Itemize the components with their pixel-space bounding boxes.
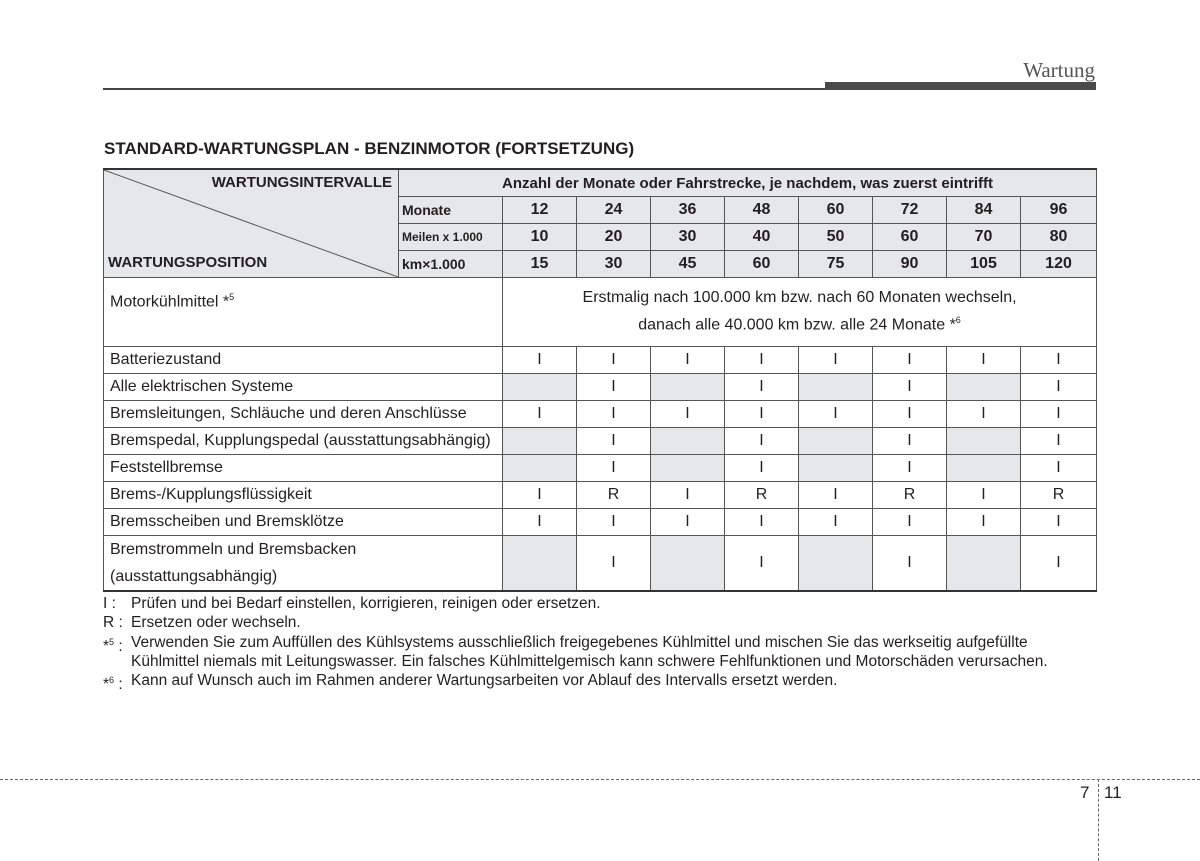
note-key — [103, 671, 131, 694]
schedule-cell: I — [651, 347, 725, 374]
note-item — [103, 613, 1098, 632]
schedule-cell: I — [577, 428, 651, 455]
schedule-cell: I — [799, 509, 873, 536]
schedule-cell — [799, 428, 873, 455]
note-item — [103, 633, 1098, 671]
schedule-cell: I — [577, 509, 651, 536]
interval-value: 72 — [873, 197, 947, 224]
note-separator: : — [107, 595, 121, 612]
schedule-cell: I — [873, 455, 947, 482]
schedule-cell: I — [1021, 509, 1097, 536]
row-label: Brems-/Kupplungsflüssigkeit — [104, 482, 503, 509]
interval-value: 60 — [799, 197, 873, 224]
schedule-cell: I — [1021, 401, 1097, 428]
schedule-cell: I — [873, 536, 947, 592]
interval-value: 24 — [577, 197, 651, 224]
interval-value: 120 — [1021, 251, 1097, 278]
schedule-cell: I — [799, 347, 873, 374]
schedule-cell — [947, 536, 1021, 592]
note-key — [103, 594, 131, 613]
coolant-note-line2-text: danach alle 40.000 km bzw. alle 24 Monate * — [638, 316, 956, 334]
interval-value: 60 — [873, 224, 947, 251]
row-label: Feststellbremse — [104, 455, 503, 482]
note-separator: : — [114, 676, 127, 694]
schedule-cell: I — [577, 536, 651, 592]
table-row — [104, 509, 1097, 536]
interval-value: 20 — [577, 224, 651, 251]
page-number: 11 — [1104, 783, 1122, 802]
schedule-cell: I — [725, 455, 799, 482]
interval-value: 48 — [725, 197, 799, 224]
note-item — [103, 594, 1098, 613]
maintenance-table — [103, 168, 1097, 592]
row-label-line2: (ausstattungsabhängig) — [110, 568, 278, 585]
schedule-cell: I — [725, 428, 799, 455]
section-title: STANDARD-WARTUNGSPLAN - BENZINMOTOR (FORTSETZUNG) — [104, 139, 635, 158]
schedule-cell — [651, 536, 725, 592]
interval-value: 80 — [1021, 224, 1097, 251]
schedule-cell: R — [725, 482, 799, 509]
schedule-cell — [947, 374, 1021, 401]
corner-label-positions: WARTUNGSPOSITION — [108, 254, 268, 271]
schedule-cell: I — [947, 401, 1021, 428]
note-key-symbol: * — [103, 638, 110, 656]
schedule-cell — [503, 374, 577, 401]
schedule-cell: I — [577, 347, 651, 374]
interval-value: 84 — [947, 197, 1021, 224]
schedule-cell — [503, 428, 577, 455]
schedule-cell: I — [503, 401, 577, 428]
schedule-cell: I — [725, 509, 799, 536]
table-row — [104, 401, 1097, 428]
note-text: Ersetzen oder wechseln. — [131, 614, 301, 631]
table-row — [104, 455, 1097, 482]
unit-label: Monate — [399, 197, 503, 224]
schedule-cell: I — [725, 536, 799, 592]
note-text: Kann auf Wunsch auch im Rahmen anderer Wartungsarbeiten vor Ablauf des Intervalls ersetzt werden. — [131, 672, 838, 689]
schedule-cell: I — [651, 509, 725, 536]
row-label: Batteriezustand — [104, 347, 503, 374]
corner-label-intervals: WARTUNGSINTERVALLE — [211, 174, 392, 191]
row-label: Bremsscheiben und Bremsklötze — [104, 509, 503, 536]
schedule-cell — [651, 455, 725, 482]
note-key — [103, 633, 131, 671]
interval-value: 40 — [725, 224, 799, 251]
table-corner-cell — [104, 169, 399, 278]
coolant-note-line2 — [503, 309, 1096, 336]
note-item — [103, 671, 1098, 694]
schedule-cell: I — [873, 428, 947, 455]
note-separator: : — [114, 638, 127, 656]
table-row — [104, 374, 1097, 401]
table-row — [104, 482, 1097, 509]
interval-value: 70 — [947, 224, 1021, 251]
coolant-interval-note — [503, 278, 1097, 347]
interval-value: 10 — [503, 224, 577, 251]
schedule-cell: R — [873, 482, 947, 509]
interval-value: 15 — [503, 251, 577, 278]
schedule-cell: I — [1021, 455, 1097, 482]
table-row — [104, 347, 1097, 374]
row-label: Bremsleitungen, Schläuche und deren Anschlüsse — [104, 401, 503, 428]
footnote-marker: 5 — [109, 637, 115, 647]
unit-label: km×1.000 — [399, 251, 503, 278]
schedule-cell — [651, 374, 725, 401]
interval-value: 90 — [873, 251, 947, 278]
schedule-cell: I — [873, 347, 947, 374]
schedule-cell — [947, 428, 1021, 455]
schedule-cell: I — [725, 347, 799, 374]
interval-value: 12 — [503, 197, 577, 224]
interval-value: 45 — [651, 251, 725, 278]
schedule-cell — [503, 536, 577, 592]
schedule-cell: R — [1021, 482, 1097, 509]
footnote-marker: 6 — [955, 315, 961, 326]
schedule-cell: I — [725, 374, 799, 401]
interval-header: Anzahl der Monate oder Fahrstrecke, je nachdem, was zuerst eintrifft — [399, 169, 1097, 197]
note-key — [103, 613, 131, 632]
note-key-symbol: * — [103, 676, 110, 694]
schedule-cell: I — [799, 401, 873, 428]
schedule-cell: I — [503, 482, 577, 509]
schedule-cell: I — [1021, 428, 1097, 455]
footnote-marker: 5 — [229, 292, 235, 302]
row-label-text: Motorkühlmittel * — [110, 293, 230, 311]
note-key-symbol: R — [103, 614, 115, 631]
schedule-cell: I — [651, 401, 725, 428]
schedule-cell: I — [1021, 347, 1097, 374]
unit-label: Meilen x 1.000 — [399, 224, 503, 251]
schedule-cell: R — [577, 482, 651, 509]
interval-value: 105 — [947, 251, 1021, 278]
schedule-cell: I — [503, 509, 577, 536]
footnote-marker: 6 — [109, 675, 115, 685]
schedule-cell: I — [873, 509, 947, 536]
row-label-line1: Bremstrommeln und Bremsbacken — [110, 541, 357, 558]
schedule-cell — [503, 455, 577, 482]
schedule-cell: I — [725, 401, 799, 428]
header-rule-thick — [825, 82, 1096, 90]
notes-section — [103, 594, 1098, 694]
schedule-cell: I — [503, 347, 577, 374]
schedule-cell: I — [1021, 536, 1097, 592]
row-label: Alle elektrischen Systeme — [104, 374, 503, 401]
note-text: Prüfen und bei Bedarf einstellen, korrigieren, reinigen oder ersetzen. — [131, 595, 601, 612]
footer-dashed-rule — [0, 779, 1200, 780]
interval-value: 60 — [725, 251, 799, 278]
note-text: Verwenden Sie zum Auffüllen des Kühlsystems ausschließlich freigegebenes Kühlmittel und mischen Sie das werkseitig aufgefüllte Kühlmittel niemals mit Leitungswasser. Ein falsches Kühlmittelgemisch kann schwere Fehlfunktionen und Motorschäden verursachen. — [131, 634, 1048, 670]
table-header-row — [104, 169, 1097, 197]
interval-value: 50 — [799, 224, 873, 251]
interval-value: 96 — [1021, 197, 1097, 224]
schedule-cell: I — [577, 455, 651, 482]
interval-value: 30 — [577, 251, 651, 278]
schedule-cell: I — [577, 374, 651, 401]
schedule-cell: I — [873, 401, 947, 428]
schedule-cell: I — [577, 401, 651, 428]
schedule-cell — [799, 536, 873, 592]
interval-value: 30 — [651, 224, 725, 251]
interval-value: 36 — [651, 197, 725, 224]
table-row-coolant — [104, 278, 1097, 347]
schedule-cell: I — [873, 374, 947, 401]
row-label: Bremspedal, Kupplungspedal (ausstattungsabhängig) — [104, 428, 503, 455]
note-separator: : — [114, 614, 128, 631]
row-label — [104, 536, 503, 592]
note-key-symbol: I — [103, 595, 108, 612]
schedule-cell: I — [799, 482, 873, 509]
schedule-cell — [799, 374, 873, 401]
schedule-cell: I — [947, 482, 1021, 509]
chapter-number: 7 — [1080, 783, 1090, 802]
interval-value: 75 — [799, 251, 873, 278]
header-rule-thin — [103, 88, 825, 90]
schedule-cell: I — [651, 482, 725, 509]
page-header-title: Wartung — [1023, 58, 1095, 82]
table-row — [104, 536, 1097, 592]
table-row — [104, 428, 1097, 455]
schedule-cell — [947, 455, 1021, 482]
schedule-cell — [799, 455, 873, 482]
row-label — [104, 278, 503, 347]
schedule-cell: I — [947, 509, 1021, 536]
footer-dashed-divider — [1098, 779, 1099, 861]
schedule-cell — [651, 428, 725, 455]
coolant-note-line1: Erstmalig nach 100.000 km bzw. nach 60 Monaten wechseln, — [582, 289, 1017, 307]
schedule-cell: I — [947, 347, 1021, 374]
schedule-cell: I — [1021, 374, 1097, 401]
